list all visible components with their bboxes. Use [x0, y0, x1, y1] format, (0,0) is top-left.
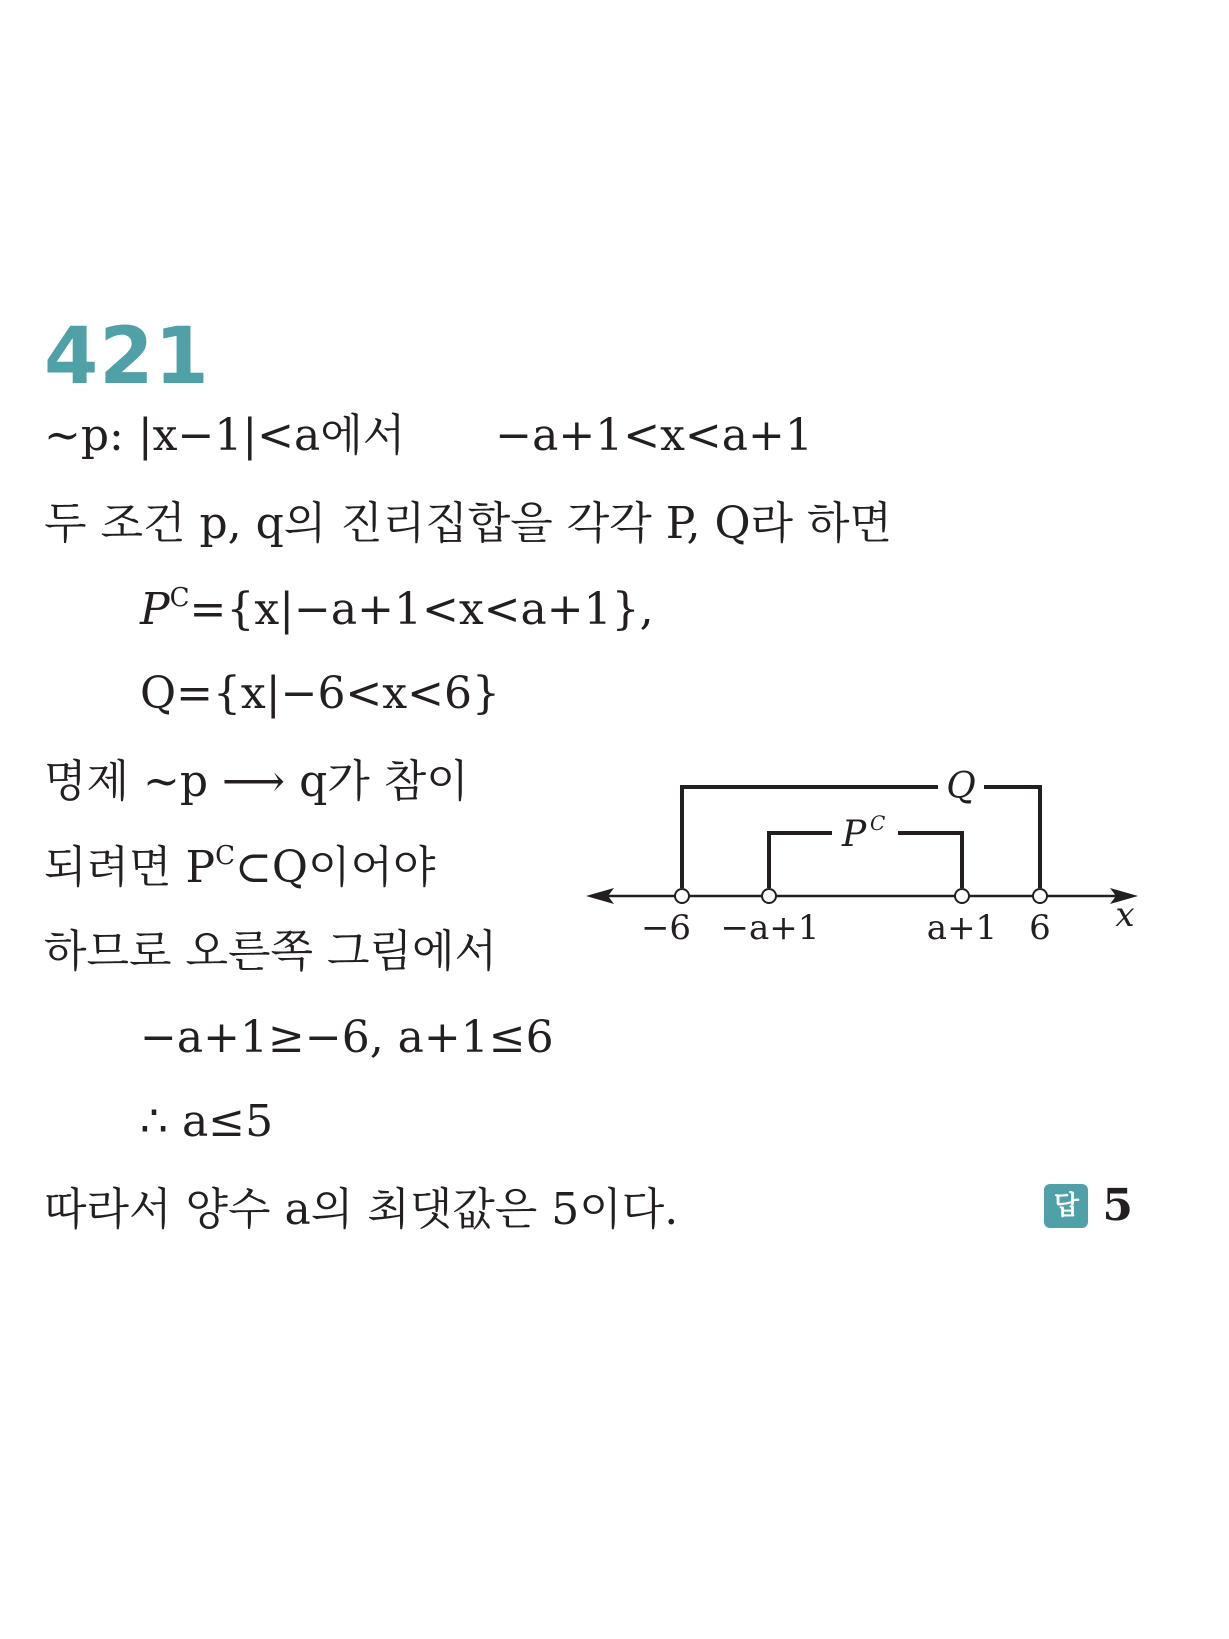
- tick-label-a-plus-1: a+1: [926, 908, 998, 948]
- line-pc-set: [140, 580, 654, 640]
- text-interval: −a+1<x<a+1: [495, 410, 813, 461]
- superscript-c: C: [215, 841, 236, 872]
- q-bracket-left: [682, 787, 938, 888]
- line-inequalities: −a+1≥−6, a+1≤6: [140, 1012, 554, 1063]
- line-q-set: Q={x|−6<x<6}: [140, 668, 500, 719]
- pc-set-label: P: [842, 814, 867, 855]
- text-pc-definition: ={x|−a+1<x<a+1},: [189, 584, 654, 635]
- tick-label-minus-6: −6: [640, 908, 692, 948]
- open-point-6: [1033, 889, 1047, 903]
- superscript-c: C: [169, 583, 190, 614]
- symbol-p: P: [140, 584, 170, 635]
- answer-box: [1044, 1180, 1133, 1231]
- text-subset-suffix: ⊂Q이어야: [235, 842, 436, 893]
- line-conclusion: ∴ a≤5: [140, 1096, 274, 1147]
- text-negation-p: ~p: |x−1|<a에서: [44, 410, 406, 461]
- line-final-statement: 따라서 양수 a의 최댓값은 5이다.: [44, 1184, 679, 1235]
- q-bracket-right: [984, 787, 1040, 888]
- open-point-minus-a-plus-1: [762, 889, 776, 903]
- tick-label-minus-a-plus-1: −a+1: [720, 908, 820, 948]
- line-negation-p: [44, 406, 813, 466]
- line-proposition: 명제 ~p ⟶ q가 참이: [44, 756, 469, 807]
- open-point-a-plus-1: [955, 889, 969, 903]
- answer-value: 5: [1102, 1180, 1133, 1231]
- number-line-diagram: [580, 760, 1160, 960]
- problem-number: 421: [44, 312, 210, 402]
- pc-set-superscript: C: [870, 811, 886, 835]
- answer-badge: 답: [1044, 1184, 1088, 1228]
- line-subset-condition: [44, 838, 435, 898]
- q-set-label: Q: [946, 766, 976, 807]
- axis-label-x: x: [1115, 895, 1135, 935]
- line-truth-sets: 두 조건 p, q의 진리집합을 각각 P, Q라 하면: [44, 498, 893, 549]
- text-subset-prefix: 되려면 P: [44, 842, 216, 893]
- open-point-minus-6: [675, 889, 689, 903]
- line-figure-reference: 하므로 오른쪽 그림에서: [44, 926, 498, 977]
- pc-bracket-left: [769, 833, 832, 888]
- tick-label-6: 6: [1029, 908, 1051, 948]
- pc-bracket-right: [898, 833, 962, 888]
